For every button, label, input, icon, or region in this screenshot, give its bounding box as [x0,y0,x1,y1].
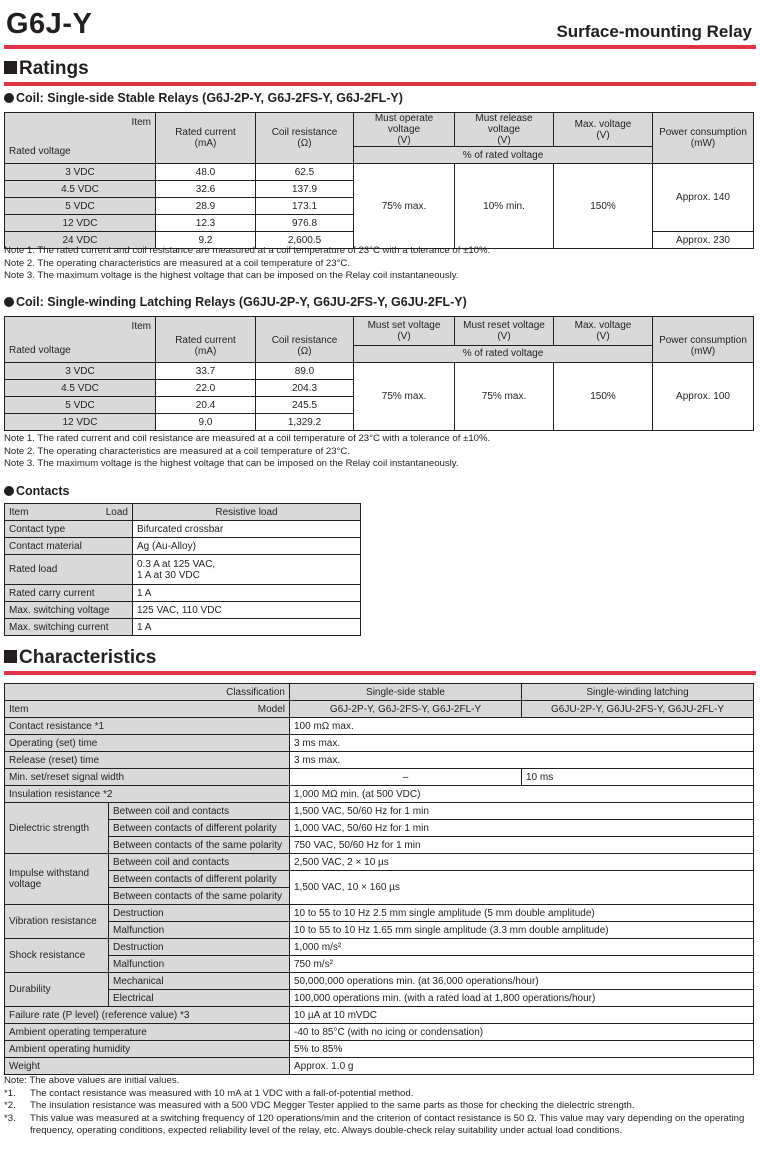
row-sublabel: Between contacts of different polarity [109,820,290,837]
table-row [5,820,754,837]
table-row [5,990,754,1007]
table-row [5,803,754,820]
max-voltage-value: 150% [554,363,653,431]
coil-latching-heading [4,295,467,309]
table-row [5,1041,754,1058]
circle-bullet-icon [4,486,14,496]
row-label: Max. switching voltage [5,602,133,619]
coil-resistance-cell: 1,329.2 [256,414,354,431]
row-label: Rated load [5,555,133,585]
footnote-2: *2. The insulation resistance was measured with a 500 VDC Megger Tester applied to the same parts as those for checking the dielectric strength. [4,1100,635,1111]
rated-voltage-cell: 12 VDC [5,414,156,431]
header-power: Power consumption (mW) [653,113,754,164]
note-3: Note 3. The maximum voltage is the highest voltage that can be imposed on the Relay coil instantaneously. [4,458,459,469]
coil-resistance-cell: 89.0 [256,363,354,380]
ratings-heading [4,58,89,80]
row-label: Weight [5,1058,290,1075]
row-value: Ag (Au-Alloy) [133,538,361,555]
row-value: 10 µA at 10 mVDC [290,1007,754,1024]
square-bullet-icon [4,650,17,663]
table-row [5,769,754,786]
header-item: Item [131,117,151,128]
rated-voltage-cell: 12 VDC [5,215,156,232]
header-single-side-stable: Single-side stable [290,684,522,701]
header-rated-voltage: Rated voltage [9,345,71,356]
coil-latching-table [4,316,754,431]
note-1: Note 1. The rated current and coil resistance are measured at a coil temperature of 23°C with a tolerance of ±10%. [4,245,491,256]
max-voltage-value: 150% [554,164,653,249]
row-sublabel: Destruction [109,939,290,956]
row-label: Contact material [5,538,133,555]
row-label: Impulse withstand voltage [5,854,109,905]
row-value: 0.3 A at 125 VAC, 1 A at 30 VDC [133,555,361,585]
row-value: 1,000 m/s² [290,939,754,956]
characteristics-notes [4,1075,756,1138]
row-value: 5% to 85% [290,1041,754,1058]
title-divider [4,45,756,49]
header-item-voltage [5,113,156,164]
row-value: 1 A [133,619,361,636]
row-label: Contact type [5,521,133,538]
row-value: 10 to 55 to 10 Hz 2.5 mm single amplitude (5 mm double amplitude) [290,905,754,922]
table-row [5,973,754,990]
header-coil-resistance: Coil resistance (Ω) [256,113,354,164]
table-row [5,837,754,854]
contacts-table [4,503,361,636]
row-sublabel: Between coil and contacts [109,854,290,871]
row-value-latching: 10 ms [522,769,754,786]
row-label: Durability [5,973,109,1007]
header-rated-current: Rated current (mA) [156,113,256,164]
rated-current-cell: 33.7 [156,363,256,380]
characteristics-heading [4,647,156,669]
coil-stable-table [4,112,754,249]
row-value: 3 ms max. [290,752,754,769]
table-row [5,619,361,636]
header-single-winding-latching: Single-winding latching [522,684,754,701]
table-row [5,164,754,181]
must-operate-value: 75% max. [354,164,455,249]
row-label: Ambient operating humidity [5,1041,290,1058]
rated-voltage-cell: 4.5 VDC [5,181,156,198]
stable-models: G6J-2P-Y, G6J-2FS-Y, G6J-2FL-Y [290,701,522,718]
rated-voltage-cell: 5 VDC [5,397,156,414]
row-value: 125 VAC, 110 VDC [133,602,361,619]
row-value: 1,000 MΩ min. (at 500 VDC) [290,786,754,803]
rated-voltage-cell: 24 VDC [5,232,156,249]
coil-resistance-cell: 976.8 [256,215,354,232]
row-sublabel: Electrical [109,990,290,1007]
rated-current-cell: 28.9 [156,198,256,215]
table-row [5,1024,754,1041]
row-value: 1,500 VAC, 10 × 160 µs [290,871,754,905]
row-value: 3 ms max. [290,735,754,752]
rated-current-cell: 32.6 [156,181,256,198]
table-row [5,602,361,619]
note-2: Note 2. The operating characteristics are measured at a coil temperature of 23°C. [4,257,351,269]
header-pct-rated: % of rated voltage [354,345,653,362]
row-value: 100 mΩ max. [290,718,754,735]
rated-current-cell: 48.0 [156,164,256,181]
header-coil-resistance: Coil resistance (Ω) [256,317,354,363]
table-row [5,956,754,973]
row-value: Bifurcated crossbar [133,521,361,538]
row-value: 100,000 operations min. (with a rated load at 1,800 operations/hour) [290,990,754,1007]
must-release-value: 10% min. [455,164,554,249]
rated-voltage-cell: 5 VDC [5,198,156,215]
row-sublabel: Mechanical [109,973,290,990]
rated-voltage-cell: 4.5 VDC [5,380,156,397]
page-subtitle: Surface-mounting Relay [556,22,752,41]
header-resistive-load: Resistive load [133,504,361,521]
header-load: Load [105,506,128,518]
coil-latching-heading-text: Coil: Single-winding Latching Relays (G6JU-2P-Y, G6JU-2FS-Y, G6JU-2FL-Y) [16,295,467,309]
table-row [5,1058,754,1075]
ratings-divider [4,82,756,86]
row-sublabel: Destruction [109,905,290,922]
row-label: Operating (set) time [5,735,290,752]
header-classification: Classification [5,684,290,701]
rated-current-cell: 9.0 [156,414,256,431]
coil-stable-heading [4,91,403,105]
row-value: 750 m/s² [290,956,754,973]
footnote-1: *1. The contact resistance was measured with 10 mA at 1 VDC with a fall-of-potential method. [4,1087,414,1099]
header-must-operate: Must operate voltage (V) [354,113,455,147]
table-row [5,871,754,888]
characteristics-table [4,683,754,1075]
footnote-3: *3. This value was measured at a switching frequency of 120 operations/min and the criterion of contact resistance is 50 Ω. This value may vary depending on the operating frequency, operating conditions, expected reliability level of the relay, etc. Always double-check relay suitability under actual load conditions. [4,1112,745,1136]
header-item: Item [9,506,29,518]
table-row [5,735,754,752]
table-row [5,521,361,538]
table-row [5,718,754,735]
note-2: Note 2. The operating characteristics are measured at a coil temperature of 23°C. [4,445,351,457]
power-value-1: Approx. 140 [653,164,754,232]
row-sublabel: Malfunction [109,922,290,939]
table-row [5,1007,754,1024]
row-label: Failure rate (P level) (reference value) *3 [5,1007,290,1024]
row-label: Max. switching current [5,619,133,636]
row-label: Dielectric strength [5,803,109,854]
coil-resistance-cell: 2,600.5 [256,232,354,249]
header-model: Model [257,703,285,715]
row-value: 750 VAC, 50/60 Hz for 1 min [290,837,754,854]
header-power: Power consumption (mW) [653,317,754,363]
header-rated-current: Rated current (mA) [156,317,256,363]
row-label: Contact resistance *1 [5,718,290,735]
note: Note: The above values are initial values. [4,1075,180,1086]
row-label: Release (reset) time [5,752,290,769]
row-label: Insulation resistance *2 [5,786,290,803]
row-sublabel: Malfunction [109,956,290,973]
power-value: Approx. 100 [653,363,754,431]
header-item: Item [131,321,151,332]
rated-current-cell: 20.4 [156,397,256,414]
row-label: Shock resistance [5,939,109,973]
coil-resistance-cell: 245.5 [256,397,354,414]
page-title: G6J-Y [6,8,93,40]
coil-resistance-cell: 173.1 [256,198,354,215]
row-value: -40 to 85°C (with no icing or condensation) [290,1024,754,1041]
header-must-reset: Must reset voltage (V) [455,317,554,346]
header-must-release: Must release voltage (V) [455,113,554,147]
table-row [5,939,754,956]
must-reset-value: 75% max. [455,363,554,431]
row-label: Rated carry current [5,585,133,602]
row-value-stable: – [290,769,522,786]
latching-models: G6JU-2P-Y, G6JU-2FS-Y, G6JU-2FL-Y [522,701,754,718]
table-row [5,363,754,380]
header-max-voltage: Max. voltage (V) [554,317,653,346]
coil-resistance-cell: 62.5 [256,164,354,181]
coil-resistance-cell: 204.3 [256,380,354,397]
row-value: 50,000,000 operations min. (at 36,000 operations/hour) [290,973,754,990]
row-value: 1 A [133,585,361,602]
header-must-set: Must set voltage (V) [354,317,455,346]
must-set-value: 75% max. [354,363,455,431]
rated-current-cell: 12.3 [156,215,256,232]
table-row [5,905,754,922]
header-pct-rated: % of rated voltage [354,147,653,164]
row-value: 1,500 VAC, 50/60 Hz for 1 min [290,803,754,820]
header-item-model [5,701,290,718]
header-item-voltage [5,317,156,363]
row-value: Approx. 1.0 g [290,1058,754,1075]
row-value: 2,500 VAC, 2 × 10 µs [290,854,754,871]
coil-resistance-cell: 137.9 [256,181,354,198]
header-max-voltage: Max. voltage (V) [554,113,653,147]
rated-current-cell: 22.0 [156,380,256,397]
coil-stable-notes [4,245,490,283]
header-rated-voltage: Rated voltage [9,146,71,157]
row-sublabel: Between contacts of the same polarity [109,837,290,854]
row-label: Min. set/reset signal width [5,769,290,786]
rated-current-cell: 9.2 [156,232,256,249]
row-label: Ambient operating temperature [5,1024,290,1041]
table-row [5,585,361,602]
power-value-2: Approx. 230 [653,232,754,249]
contacts-heading-text: Contacts [16,484,70,498]
row-sublabel: Between coil and contacts [109,803,290,820]
table-row [5,555,361,585]
note-1: Note 1. The rated current and coil resistance are measured at a coil temperature of 23°C with a tolerance of ±10%. [4,433,491,444]
table-row [5,752,754,769]
coil-stable-heading-text: Coil: Single-side Stable Relays (G6J-2P-Y, G6J-2FS-Y, G6J-2FL-Y) [16,91,403,105]
table-row [5,854,754,871]
row-label: Vibration resistance [5,905,109,939]
coil-latching-notes [4,433,490,471]
square-bullet-icon [4,61,17,74]
characteristics-divider [4,671,756,675]
note-3: Note 3. The maximum voltage is the highest voltage that can be imposed on the Relay coil instantaneously. [4,270,459,281]
circle-bullet-icon [4,93,14,103]
table-row [5,786,754,803]
table-row [5,538,361,555]
ratings-heading-text: Ratings [19,58,89,79]
contacts-heading [4,484,69,498]
rated-voltage-cell: 3 VDC [5,363,156,380]
header-item: Item [9,703,29,715]
row-value: 1,000 VAC, 50/60 Hz for 1 min [290,820,754,837]
characteristics-heading-text: Characteristics [19,647,157,668]
header-item-load [5,504,133,521]
table-row [5,922,754,939]
rated-voltage-cell: 3 VDC [5,164,156,181]
row-sublabel: Between contacts of the same polarity [109,888,290,905]
row-sublabel: Between contacts of different polarity [109,871,290,888]
circle-bullet-icon [4,297,14,307]
row-value: 10 to 55 to 10 Hz 1.65 mm single amplitude (3.3 mm double amplitude) [290,922,754,939]
